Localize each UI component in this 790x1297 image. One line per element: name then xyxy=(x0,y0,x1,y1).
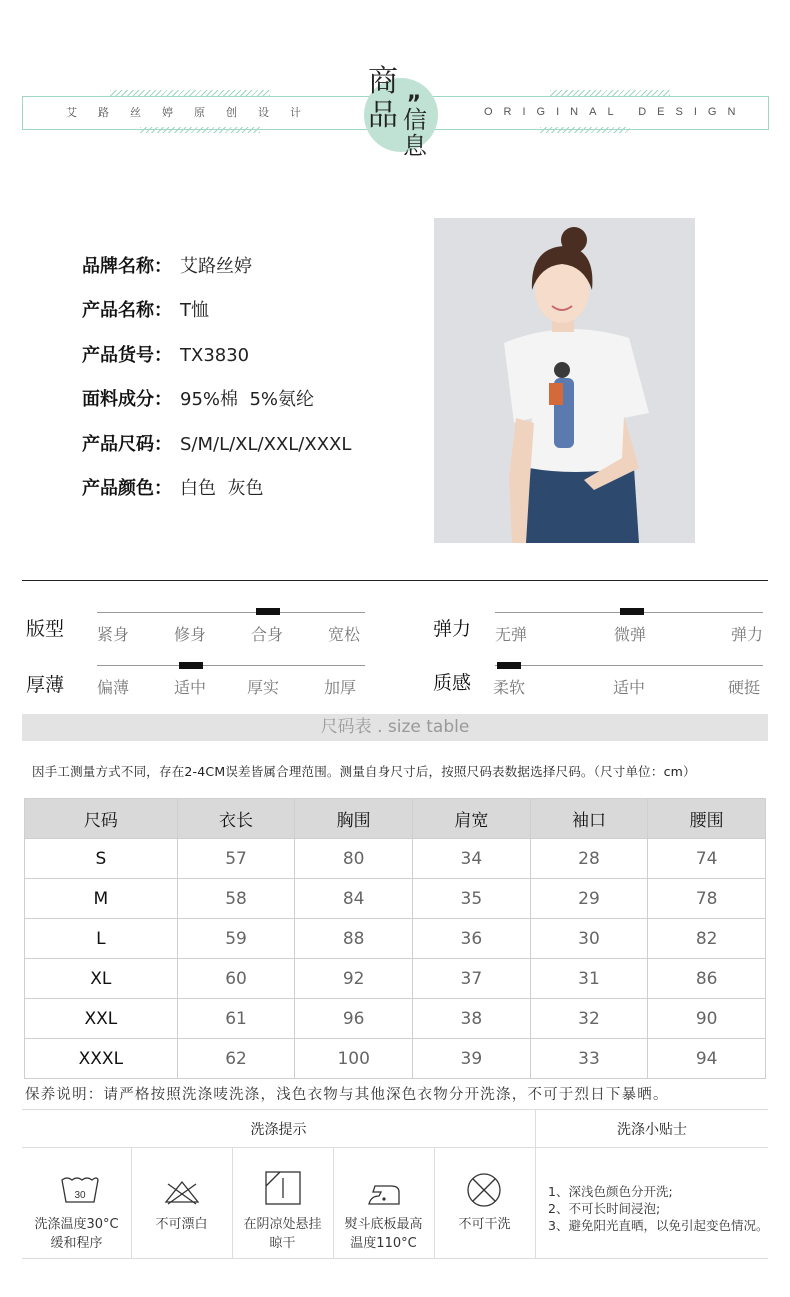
table-cell: 94 xyxy=(648,1039,766,1079)
info-row-sizes xyxy=(82,430,351,456)
table-cell: 30 xyxy=(530,919,648,959)
no-wash-icon xyxy=(466,1172,502,1212)
attr-option: 适中 xyxy=(613,678,646,697)
info-row-fabric xyxy=(82,385,314,411)
table-cell: 58 xyxy=(177,879,295,919)
info-label: 产品名称： xyxy=(82,300,172,321)
tips-header: 洗涤小贴士 xyxy=(617,1122,687,1138)
attr-scale-line xyxy=(97,612,365,613)
header-hatch-decoration xyxy=(140,127,260,133)
table-cell: 62 xyxy=(177,1039,295,1079)
wash-caption xyxy=(22,1215,131,1253)
table-header-row xyxy=(25,799,766,839)
wash-tip: 2、不可长时间浸泡; xyxy=(548,1201,661,1216)
info-value: 白色 灰色 xyxy=(180,478,264,499)
table-cell: 92 xyxy=(295,959,413,999)
info-value: 艾路丝婷 xyxy=(180,256,252,277)
wash-caption-line: 熨斗底板最高 xyxy=(344,1217,423,1232)
table-row xyxy=(25,959,766,999)
page-title-char: 信 xyxy=(403,106,427,134)
table-cell: 28 xyxy=(530,839,648,879)
attr-option: 修身 xyxy=(174,625,207,644)
attr-option: 加厚 xyxy=(324,678,357,697)
attr-title-thickness: 厚薄 xyxy=(26,674,65,696)
care-note: 保养说明：请严格按照洗涤唛洗涤，浅色衣物与其他深色衣物分开洗涤，不可于烈日下暴晒。 xyxy=(25,1087,669,1103)
attr-option: 适中 xyxy=(174,678,207,697)
attr-title-texture: 质感 xyxy=(433,672,472,694)
info-label: 产品尺码： xyxy=(82,434,172,455)
wash-caption xyxy=(131,1215,232,1234)
table-cell: 37 xyxy=(413,959,531,999)
table-cell: 88 xyxy=(295,919,413,959)
attr-option: 紧身 xyxy=(97,625,130,644)
no-bleach-icon xyxy=(163,1178,201,1210)
table-header-cell: 肩宽 xyxy=(413,799,531,839)
table-cell: 34 xyxy=(413,839,531,879)
table-cell: XXL xyxy=(25,999,178,1039)
table-cell: 36 xyxy=(413,919,531,959)
page-title-quote: „ xyxy=(407,80,422,105)
attr-title-elasticity: 弹力 xyxy=(433,618,472,640)
info-value: T恤 xyxy=(180,300,209,321)
section-divider xyxy=(22,580,768,581)
model-illustration xyxy=(434,218,695,543)
info-label: 产品货号： xyxy=(82,345,172,366)
wash-temp-text: 30 xyxy=(74,1190,86,1201)
table-cell: M xyxy=(25,879,178,919)
info-value: 95%棉 5%氨纶 xyxy=(180,389,315,410)
table-header-cell: 尺码 xyxy=(25,799,178,839)
attr-option: 弹力 xyxy=(731,625,764,644)
table-row xyxy=(25,999,766,1039)
wash-header: 洗涤提示 xyxy=(250,1122,307,1138)
size-table xyxy=(24,798,766,1079)
info-label: 面料成分： xyxy=(82,389,172,410)
table-row xyxy=(25,1039,766,1079)
table-cell: 32 xyxy=(530,999,648,1039)
wash-tips-list xyxy=(548,1183,768,1234)
wash-caption-line: 晾干 xyxy=(269,1236,296,1251)
table-cell: 29 xyxy=(530,879,648,919)
info-label: 品牌名称： xyxy=(82,256,172,277)
divider xyxy=(22,1147,768,1148)
info-row-sku xyxy=(82,341,249,367)
table-cell: 38 xyxy=(413,999,531,1039)
table-cell: 59 xyxy=(177,919,295,959)
iron-icon xyxy=(365,1180,403,1212)
size-table-note: 因手工测量方式不同，存在2-4CM误差皆属合理范围。测量自身尺寸后，按照尺码表数据选择尺码。（尺寸单位：cm） xyxy=(32,764,696,779)
attr-option: 合身 xyxy=(251,625,284,644)
info-label: 产品颜色： xyxy=(82,478,172,499)
table-cell: 57 xyxy=(177,839,295,879)
product-photo xyxy=(434,218,695,543)
wash-caption-line: 不可漂白 xyxy=(155,1217,208,1232)
info-value: S/M/L/XL/XXL/XXXL xyxy=(180,434,352,455)
divider xyxy=(434,1148,435,1258)
table-cell: 61 xyxy=(177,999,295,1039)
attr-option: 微弹 xyxy=(614,625,647,644)
info-row-colors xyxy=(82,474,263,500)
info-value: TX3830 xyxy=(180,345,250,366)
wash-caption xyxy=(232,1215,333,1253)
table-cell: 100 xyxy=(295,1039,413,1079)
table-cell: 60 xyxy=(177,959,295,999)
table-row xyxy=(25,879,766,919)
wash-caption xyxy=(333,1215,434,1253)
table-cell: 78 xyxy=(648,879,766,919)
page-title-char: 品 xyxy=(368,98,398,133)
wash-caption xyxy=(434,1215,535,1234)
header-hatch-decoration xyxy=(110,90,270,96)
table-header-cell: 腰围 xyxy=(648,799,766,839)
table-cell: 90 xyxy=(648,999,766,1039)
table-cell: XL xyxy=(25,959,178,999)
wash-tip: 3、避免阳光直晒，以免引起变色情况。 xyxy=(548,1218,769,1233)
wash-caption-line: 温度110°C xyxy=(350,1236,417,1251)
table-row xyxy=(25,839,766,879)
table-header-cell: 胸围 xyxy=(295,799,413,839)
wash-tip: 1、深浅色颜色分开洗; xyxy=(548,1184,673,1199)
attr-option: 厚实 xyxy=(247,678,280,697)
attr-scale-line xyxy=(97,665,365,666)
table-cell: L xyxy=(25,919,178,959)
wash-caption-line: 洗涤温度30°C xyxy=(34,1217,119,1232)
table-cell: 74 xyxy=(648,839,766,879)
table-cell: 86 xyxy=(648,959,766,999)
table-cell: XXXL xyxy=(25,1039,178,1079)
table-cell: 82 xyxy=(648,919,766,959)
attr-scale-line xyxy=(495,665,763,666)
table-cell: S xyxy=(25,839,178,879)
wash-30-icon xyxy=(60,1174,100,1210)
table-cell: 96 xyxy=(295,999,413,1039)
attr-option: 无弹 xyxy=(495,625,528,644)
table-header-cell: 衣长 xyxy=(177,799,295,839)
table-cell: 33 xyxy=(530,1039,648,1079)
header-hatch-decoration xyxy=(540,127,630,133)
attr-option: 偏薄 xyxy=(97,678,130,697)
size-table-banner: 尺码表 . size table xyxy=(22,714,768,741)
attr-selected-marker xyxy=(179,662,203,669)
attr-selected-marker xyxy=(620,608,644,615)
wash-caption-line: 不可干洗 xyxy=(458,1217,511,1232)
attr-option: 硬挺 xyxy=(728,678,761,697)
attr-selected-marker xyxy=(256,608,280,615)
attr-title-fit: 版型 xyxy=(26,618,65,640)
header-brand-text: 艾路丝婷原创设计 xyxy=(66,106,322,119)
wash-caption-line: 在阴凉处悬挂 xyxy=(243,1217,322,1232)
page-title-char: 商 xyxy=(368,64,398,99)
info-row-name xyxy=(82,296,209,322)
divider xyxy=(131,1148,132,1258)
attr-selected-marker xyxy=(497,662,521,669)
table-cell: 84 xyxy=(295,879,413,919)
header-hatch-decoration xyxy=(550,90,670,96)
attr-option: 柔软 xyxy=(493,678,526,697)
table-cell: 31 xyxy=(530,959,648,999)
table-cell: 35 xyxy=(413,879,531,919)
table-header-cell: 袖口 xyxy=(530,799,648,839)
table-cell: 80 xyxy=(295,839,413,879)
page-title-char: 息 xyxy=(403,132,427,160)
table-cell: 39 xyxy=(413,1039,531,1079)
table-row xyxy=(25,919,766,959)
header-original-design-text: ORIGINAL DESIGN xyxy=(484,106,747,118)
line-dry-shade-icon xyxy=(264,1170,302,1210)
wash-caption-line: 缓和程序 xyxy=(50,1236,103,1251)
info-row-brand xyxy=(82,252,252,278)
attr-option: 宽松 xyxy=(328,625,361,644)
